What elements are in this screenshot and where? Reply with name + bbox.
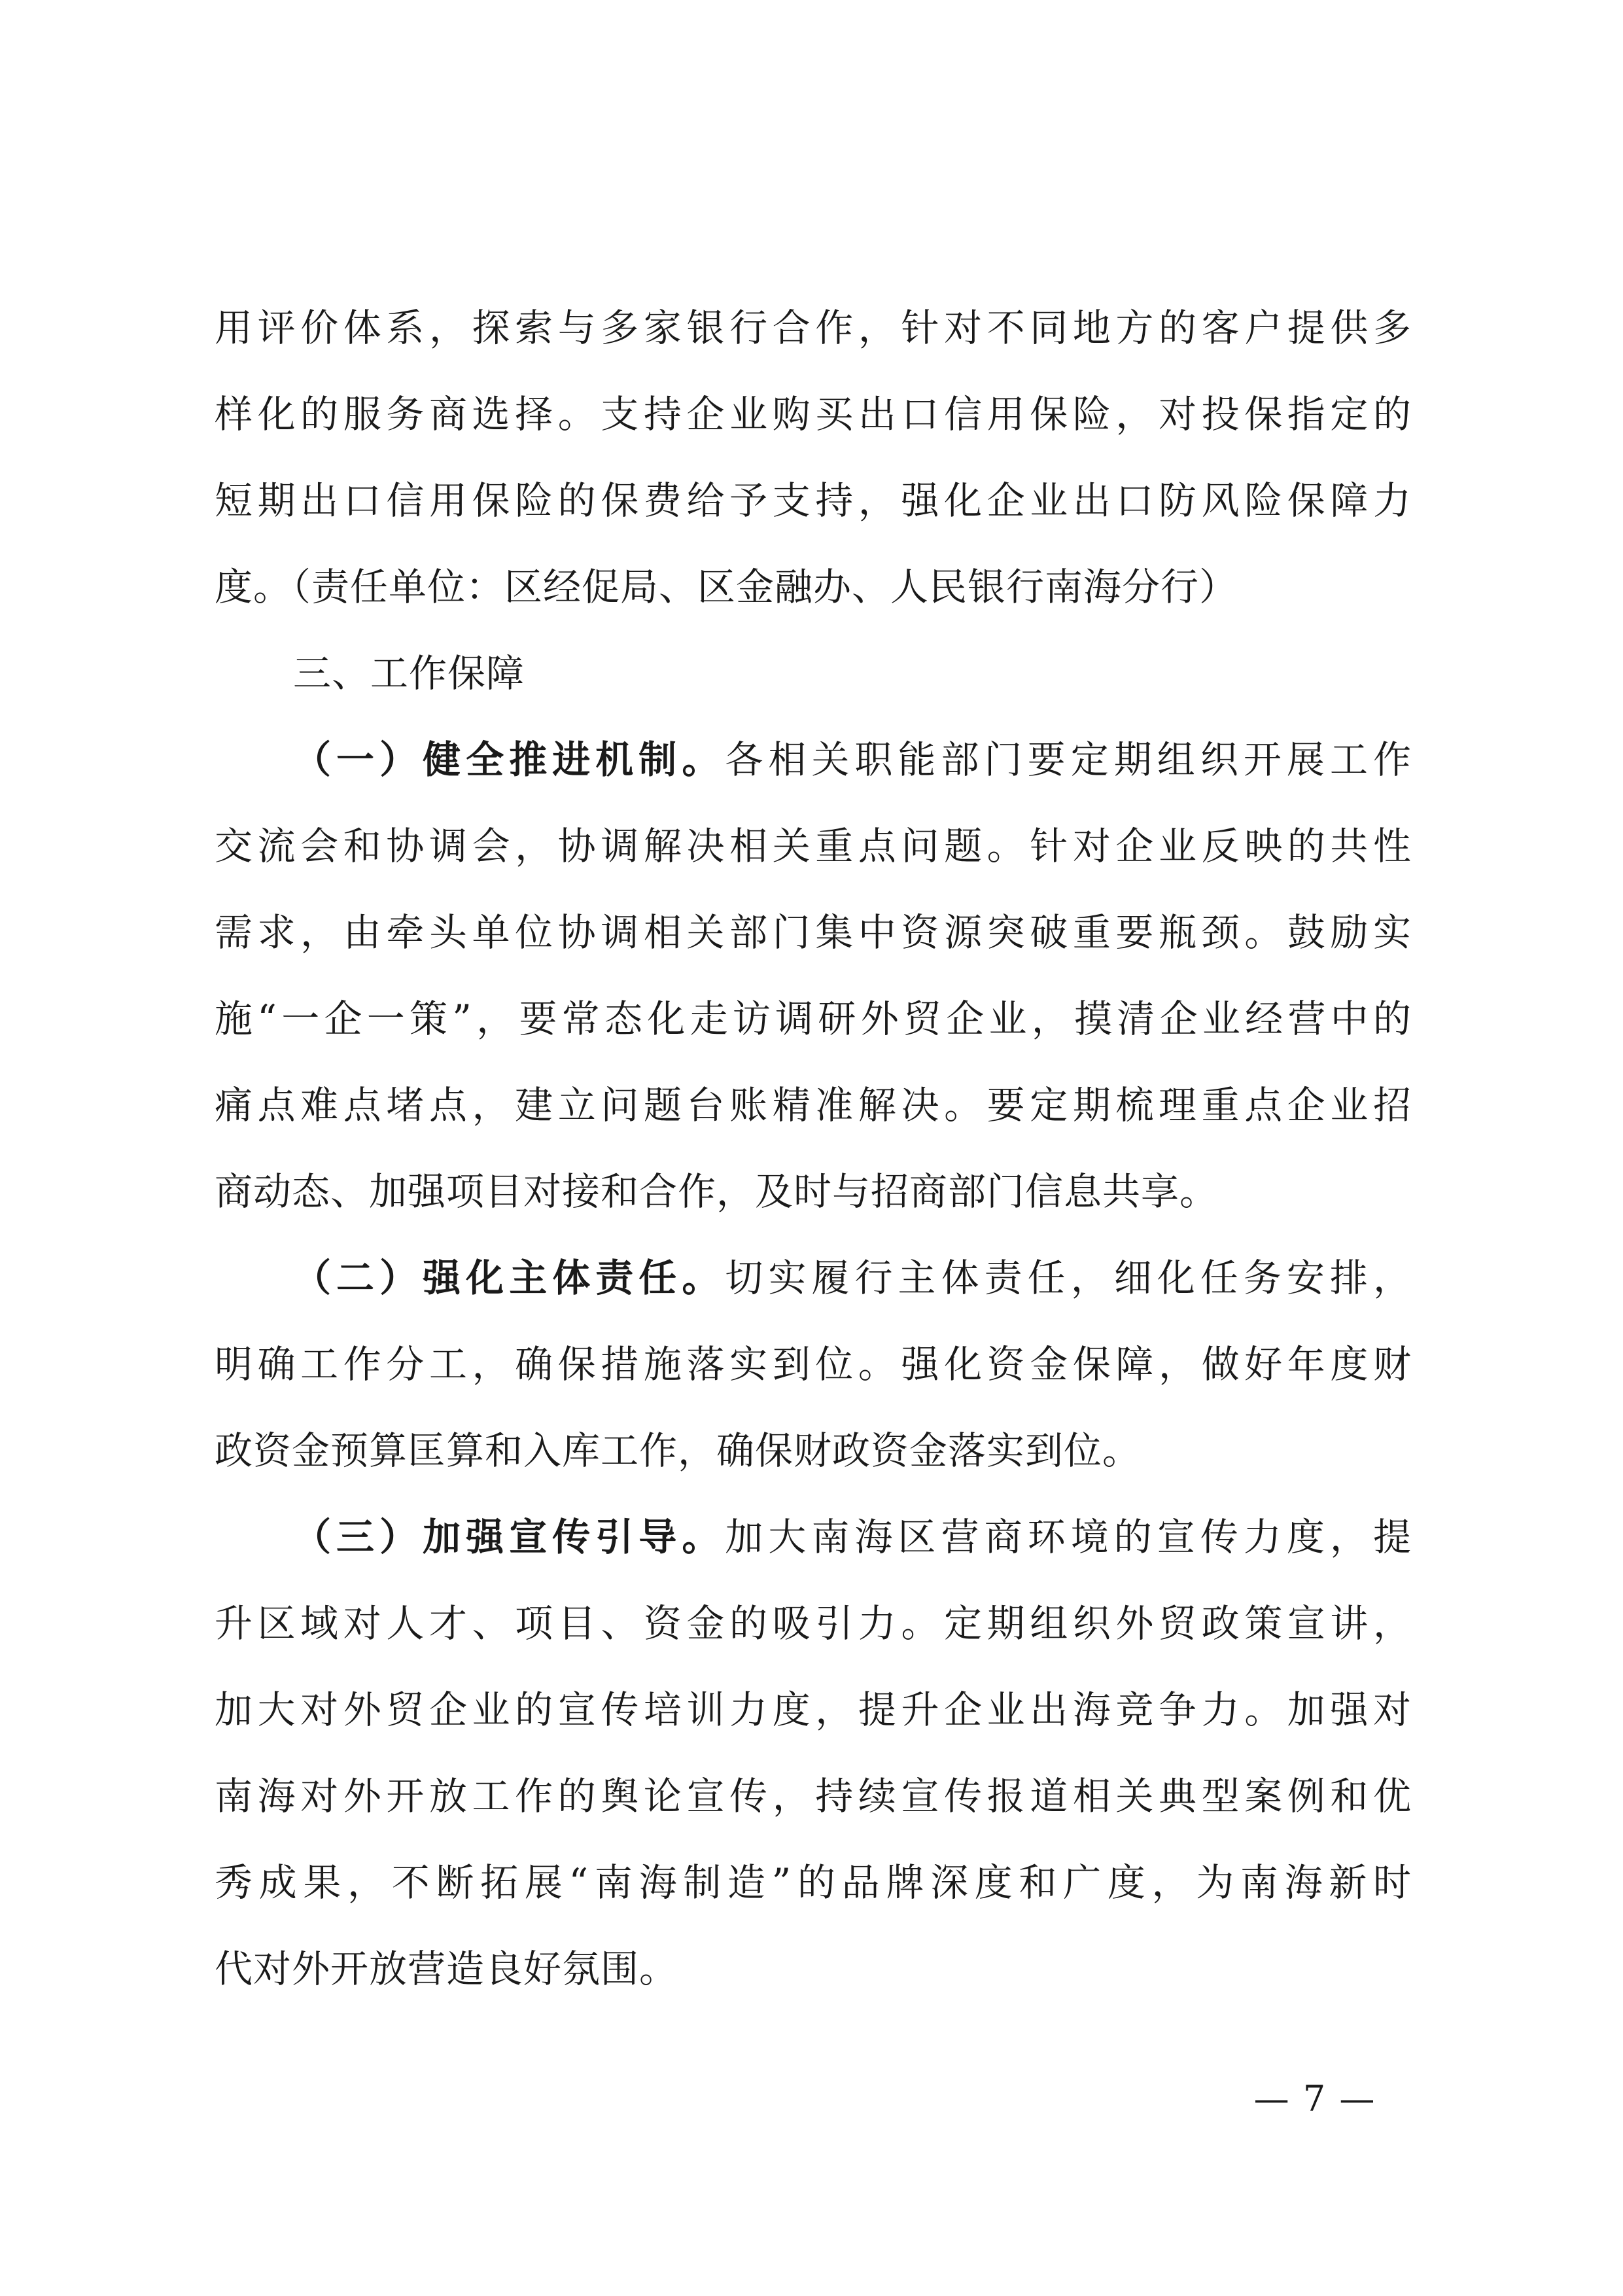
- paragraph-line: 交流会和协调会，协调解决相关重点问题。针对企业反映的共性: [215, 824, 1412, 868]
- paragraph-line: 痛点难点堵点，建立问题台账精准解决。要定期梳理重点企业招: [215, 1083, 1412, 1127]
- paragraph-line: 南海对外开放工作的舆论宣传，持续宣传报道相关典型案例和优: [215, 1774, 1412, 1818]
- paragraph-line: 政资金预算匡算和入库工作，确保财政资金落实到位。: [215, 1428, 1142, 1473]
- paragraph-line: 升区域对人才、项目、资金的吸引力。定期组织外贸政策宣讲，: [215, 1601, 1412, 1646]
- paragraph-line: 商动态、加强项目对接和合作，及时与招商部门信息共享。: [215, 1169, 1219, 1214]
- subsection-3-first-line: [293, 1494, 1412, 1580]
- section-title: 三、工作保障: [293, 651, 525, 696]
- subsection-text: 加大南海区营商环境的宣传力度，提: [725, 1515, 1412, 1559]
- page-number: — 7 —: [1253, 2078, 1376, 2119]
- paragraph-line: 短期出口信用保险的保费给予支持，强化企业出口防风险保障力: [215, 478, 1412, 523]
- paragraph-line: 明确工作分工，确保措施落实到位。强化资金保障，做好年度财: [215, 1342, 1412, 1386]
- subsection-text: 各相关职能部门要定期组织开展工作: [725, 737, 1412, 782]
- subsection-heading: （三）加强宣传引导。: [293, 1515, 725, 1559]
- paragraph-line: 需求，由牵头单位协调相关部门集中资源突破重要瓶颈。鼓励实: [215, 910, 1412, 955]
- paragraph-line: 度。（责任单位：区经促局、区金融办、人民银行南海分行）: [215, 565, 1238, 609]
- paragraph-line: 施“一企一策”，要常态化走访调研外贸企业，摸清企业经营中的: [215, 997, 1412, 1041]
- subsection-2-first-line: [293, 1235, 1412, 1321]
- paragraph-line: 代对外开放营造良好氛围。: [215, 1947, 678, 1991]
- paragraph-line: 加大对外贸企业的宣传培训力度，提升企业出海竞争力。加强对: [215, 1687, 1412, 1732]
- subsection-text: 切实履行主体责任，细化任务安排，: [725, 1256, 1412, 1300]
- paragraph-line: 秀成果，不断拓展“南海制造”的品牌深度和广度，为南海新时: [215, 1860, 1412, 1905]
- subsection-heading: （二）强化主体责任。: [293, 1256, 725, 1300]
- paragraph-line: 用评价体系，探索与多家银行合作，针对不同地方的客户提供多: [215, 306, 1412, 350]
- subsection-heading: （一）健全推进机制。: [293, 737, 725, 782]
- subsection-1-first-line: [293, 716, 1412, 803]
- paragraph-line: 样化的服务商选择。支持企业购买出口信用保险，对投保指定的: [215, 392, 1412, 436]
